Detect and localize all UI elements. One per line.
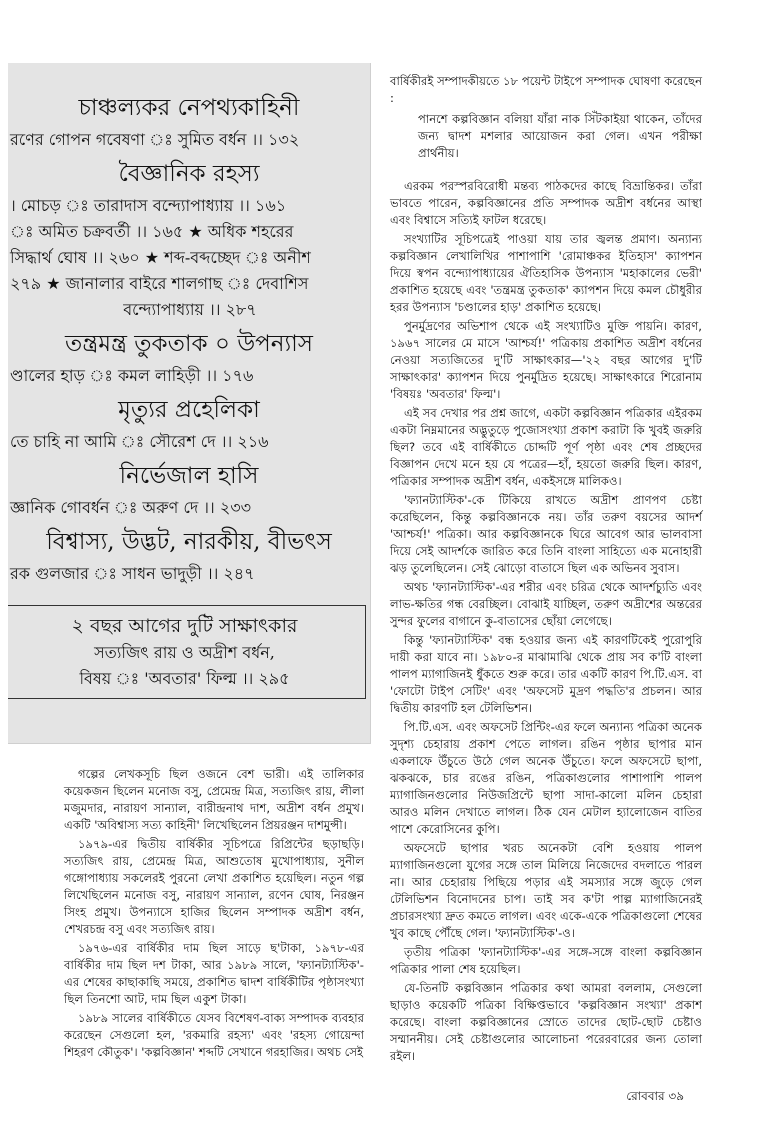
interview-box-heading: ২ বছর আগের দুটি সাক্ষাৎকার: [71, 615, 298, 637]
paragraph: বার্ষিকীরই সম্পাদকীয়তে ১৮ পয়েন্ট টাইপে সম্পাদক ঘোষণা করেছেন :: [390, 74, 702, 105]
contents-entry: রক গুলজার ঃ সাধন ভাদুড়ী ।। ২৪৭: [10, 564, 255, 583]
interview-box: [8, 605, 366, 699]
paragraph: পি.টি.এস. এবং অফসেট প্রিন্টিং-এর ফলে অন্যান্য পত্রিকা অনেক সুদৃশ্য চেহারায় প্রকাশ পেতে লাগল। রঙিন পৃষ্ঠার ছাপার মান একলাফে উঁচুতে উঠে গেল অনেক উঁচুতে। ফলে অফসেটে ছাপা, ঝকঝকে, চার রঙের রঙিন, পত্রিকাগুলোর পাশাপাশি পালপ ম্যাগাজিনগুলোর নিউজপ্রিন্টে ছাপা সাদা-কালো মলিন চেহারা আরও মলিন দেখাতে লাগল। ঠিক যেন মেটাল হ্যালোজেন বাতির পাশে কেরোসিনের কুপি।: [390, 720, 702, 836]
contents-entry-part: ঃ অমিত চক্রবর্তী ।। ১৬৫: [10, 222, 184, 241]
contents-clipping: [8, 63, 371, 744]
paragraph: তৃতীয় পত্রিকা 'ফ্যানট্যাস্টিক'-এর সঙ্গে-সঙ্গে বাংলা কল্পবিজ্ঞান পত্রিকার পালা শেষ হয়েছিল।: [390, 945, 702, 976]
section-heading: বৈজ্ঞানিক রহস্য: [118, 161, 260, 187]
section-heading: বিশ্বাস্য, উদ্ভট, নারকীয়, বীভৎস: [46, 529, 332, 555]
paragraph: সংখ্যাটির সূচিপত্রেই পাওয়া যায় তার জ্বলন্ত প্রমাণ। অন্যান্য কল্পবিজ্ঞান লেখালিখির পাশাপাশি 'রোমাঞ্চকর ইতিহাস' ক্যাপশন দিয়ে স্বপন বন্দ্যোপাধ্যায়ের ঐতিহাসিক উপন্যাস 'মহাকালের ভেরী' প্রকাশিত হয়েছে এবং 'তন্ত্রমন্ত্র তুকতাক' ক্যাপশন দিয়ে কমল চৌধুরীর হরর উপন্যাস 'চণ্ডালের হাড়' প্রকাশিত হয়েছে।: [390, 232, 702, 314]
section-heading: চাঞ্চল্যকর নেপথ্যকাহিনী: [78, 95, 300, 121]
star-icon: ★: [188, 222, 203, 241]
paragraph: 'ফ্যানট্যাস্টিক'-কে টিকিয়ে রাখতে অদ্রীশ প্রাণপণ চেষ্টা করেছিলেন, কিন্তু কল্পবিজ্ঞানকে নয়। তাঁর তরুণ বয়সের আদর্শ 'আশ্চর্য!' পত্রিকা। আর কল্পবিজ্ঞানকে ঘিরে আবেগ আর ভালবাসা দিয়ে সেই আদর্শকে জারিত করে তিনি বাংলা সাহিত্যে এক মনোহারী ঝড় তুলেছিলেন। সেই ঝোড়ো বাতাসে ছিল এক অভিনব সুবাস।: [390, 493, 702, 575]
contents-entry: । মোচড় ঃ তারাদাস বন্দ্যোপাধ্যায় ।। ১৬১: [10, 196, 287, 215]
section-heading: নির্ভেজাল হাসি: [119, 463, 259, 489]
contents-entry-part: অধিক শহরের: [207, 222, 294, 241]
paragraph: এরকম পরস্পরবিরোধী মন্তব্য পাঠকদের কাছে বিভ্রান্তিকর। তাঁরা ভাবতে পারেন, কল্পবিজ্ঞানের প্রতি সম্পাদক অদ্রীশ বর্ধনের আস্থা এবং বিশ্বাসে সত্যিই ফাটল ধরেছে।: [390, 179, 702, 227]
right-text-column: [390, 73, 702, 1067]
contents-entry-part: শব্দ-বব্দচ্ছেদ ঃ অনীশ: [164, 248, 311, 267]
contents-entry: রণের গোপন গবেষণা ঃ সুমিত বর্ধন ।। ১৩২: [10, 130, 300, 149]
contents-entry: বন্দ্যোপাধ্যায় ।। ২৮৭: [123, 300, 257, 319]
contents-entry-part: ২৭৯: [10, 274, 42, 293]
paragraph: গল্পের লেখকসূচি ছিল ওজনে বেশ ভারী। এই তালিকার কয়েকজন ছিলেন মনোজ বসু, প্রেমেন্দ্র মিত্র, সত্যজিৎ রায়, লীলা মজুমদার, নারায়ণ সান্যাল, বারীন্দ্রনাথ দাশ, অদ্রীশ বর্ধন প্রমুখ। একটি 'অবিশ্বাস্য সত্য কাহিনী' লিখেছিলেন প্রিয়রঞ্জন দাশমুন্সী।: [64, 767, 364, 832]
paragraph: কিন্তু 'ফ্যানট্যাস্টিক' বন্ধ হওয়ার জন্য এই কারণটিকেই পুরোপুরি দায়ী করা যাবে না। ১৯৮০-র মাঝামাঝি থেকে প্রায় সব ক'টি বাংলা পালপ ম্যাগাজিনই ধুঁকতে শুরু করে। তার একটি কারণ পি.টি.এস. বা 'ফোটো টাইপ সেটিং' এবং 'অফসেট মুদ্রণ পদ্ধতি'র প্রচলন। আর দ্বিতীয় কারণটি হল টেলিভিশন।: [390, 633, 702, 715]
contents-entry: ণ্ডালের হাড় ঃ কমল লাহিড়ী ।। ১৭৬: [10, 366, 254, 385]
contents-entry-part: সিদ্ধার্থ ঘোষ ।। ২৬০: [10, 248, 140, 267]
paragraph: ১৯৮৯ সালের বার্ষিকীতে যেসব বিশেষণ-বাক্য সম্পাদক ব্যবহার করেছেন সেগুলো হল, 'রকমারি রহস্য' এবং 'রহস্য গোয়েন্দা শিহরণ কৌতুক'। 'কল্পবিজ্ঞান' শব্দটি সেখানে গরহাজির। অথচ সেই: [64, 1011, 364, 1059]
paragraph: অথচ 'ফ্যানট্যাস্টিক'-এর শরীর এবং চরিত্র থেকে আদর্শচ্যুতি এবং লাভ-ক্ষতির গন্ধ বেরচ্ছিল। বোঝাই যাচ্ছিল, তরুণ অদ্রীশের অন্তরের সুন্দর ফুলের বাগানে কু-বাতাসের ছোঁয়া লেগেছে।: [390, 580, 702, 628]
interview-box-line: সত্যজিৎ রায় ও অদ্রীশ বর্ধন,: [94, 643, 275, 662]
page-footer: রোববার ৩৯: [626, 1089, 684, 1103]
paragraph: এই সব দেখার পর প্রশ্ন জাগে, একটা কল্পবিজ্ঞান পত্রিকার এইরকম একটা নিম্নমানের অদ্ভুতুড়ে পুজোসংখ্যা প্রকাশ করাটা কি খুবই জরুরি ছিল? তবে এই বার্ষিকীতে চোদ্দটি পূর্ণ পৃষ্ঠা এবং শেষ প্রচ্ছদের বিজ্ঞাপন দেখে মনে হয় যে পত্রের—হাঁ, হয়তো জরুরি ছিল। কারণ, পত্রিকার সম্পাদক অদ্রীশ বর্ধন, একইসঙ্গে মালিকও।: [390, 406, 702, 488]
interview-box-line: বিষয় ঃ 'অবতার' ফিল্ম ।। ২৯৫: [79, 669, 290, 688]
paragraph: পুনর্মুদ্রণের অভিশাপ থেকে এই সংখ্যাটিও মুক্তি পায়নি। কারণ, ১৯৬৭ সালের মে মাসে 'আশ্চর্য!' পত্রিকায় প্রকাশিত অদ্রীশ বর্ধনের নেওয়া সত্যজিতের দু'টি সাক্ষাৎকার—'২২ বছর আগের দু'টি সাক্ষাৎকার' ক্যাপশন দিয়ে পুনর্মুদ্রিত হয়েছে। সাক্ষাৎকারে শিরোনাম 'বিষয়ঃ 'অবতার' ফিল্ম'।: [390, 319, 702, 401]
left-text-column: [64, 766, 364, 1063]
contents-entry: [8, 271, 370, 297]
star-icon: ★: [144, 248, 160, 267]
contents-entry: [8, 219, 370, 245]
paragraph: ১৯৭৯-এর দ্বিতীয় বার্ষিকীর সূচিপত্রে রিপ্রিন্টের ছড়াছড়ি। সত্যজিৎ রায়, প্রেমেন্দ্র মিত্র, আশুতোষ মুখোপাধ্যায়, সুনীল গঙ্গোপাধ্যায় সকলেরই পুরনো লেখা প্রকাশিত হয়েছিল। নতুন গল্প লিখেছিলেন মনোজ বসু, নারায়ণ সান্যাল, রণেন ঘোষ, নিরঞ্জন সিংহ প্রমুখ। উপন্যাসে হাজির ছিলেন সম্পাদক অদ্রীশ বর্ধন, শেখরচন্দ্র বসু এবং সত্যজিৎ রায়।: [64, 837, 364, 936]
contents-entry: [8, 245, 370, 271]
section-heading: মৃত্যুর প্রহেলিকা: [118, 397, 260, 423]
paragraph: ১৯৭৬-এর বার্ষিকীর দাম ছিল সাড়ে ছ'টাকা, ১৯৭৮-এর বার্ষিকীর দাম ছিল দশ টাকা, আর ১৯৮৯ সালে, 'ফ্যানট্যাস্টিক'-এর শেষের কাছাকাছি সময়ে, প্রকাশিত দ্বাদশ বার্ষিকীটির পৃষ্ঠাসংখ্যা ছিল তিনশো আট, দাম ছিল একুশ টাকা।: [64, 941, 364, 1006]
contents-entry: জ্ঞানিক গোবর্ধন ঃ অরুণ দে ।। ২৩৩: [10, 498, 252, 517]
paragraph: যে-তিনটি কল্পবিজ্ঞান পত্রিকার কথা আমরা বললাম, সেগুলো ছাড়াও কয়েকটি পত্রিকা বিক্ষিপ্তভাবে 'কল্পবিজ্ঞান সংখ্যা' প্রকাশ করেছে। বাংলা কল্পবিজ্ঞানের স্রোতে তাদের ছোট-ছোট চেষ্টাও সম্মাননীয়। সেই চেষ্টাগুলোর আলোচনা পরেরবারের জন্য তোলা রইল।: [390, 981, 702, 1063]
star-icon: ★: [46, 274, 61, 293]
quote-block: পানশে কল্পবিজ্ঞান বলিয়া যাঁরা নাক সিঁটকাইয়া থাকেন, তাঁদের জন্য দ্বাদশ মশলার আয়োজন করা গেল। এখন পরীক্ষা প্রার্থনীয়।: [418, 112, 702, 160]
contents-entry-part: জানালার বাইরে শালগাছ ঃ দেবাশিস: [65, 274, 309, 293]
paragraph: অফসেটে ছাপার খরচ অনেকটা বেশি হওয়ায় পালপ ম্যাগাজিনগুলো যুগের সঙ্গে তাল মিলিয়ে নিজেদের বদলাতে পারল না। আর চেহারায় পিছিয়ে পড়ার এই সমস্যার সঙ্গে জুড়ে গেল টেলিভিশন বিনোদনের চাপ। তাই সব ক'টা পাল্প ম্যাগাজিনেরই প্রচারসংখ্যা দ্রুত কমতে লাগল। এবং একে-একে পত্রিকাগুলো শেষের খুব কাছে পৌঁছে গেল। 'ফ্যানট্যাস্টিক'-ও।: [390, 841, 702, 940]
contents-entry: তে চাহি না আমি ঃ সৌরেশ দে ।। ২১৬: [10, 432, 269, 451]
section-heading: তন্ত্রমন্ত্র তুকতাক ০ উপন্যাস: [64, 331, 313, 357]
